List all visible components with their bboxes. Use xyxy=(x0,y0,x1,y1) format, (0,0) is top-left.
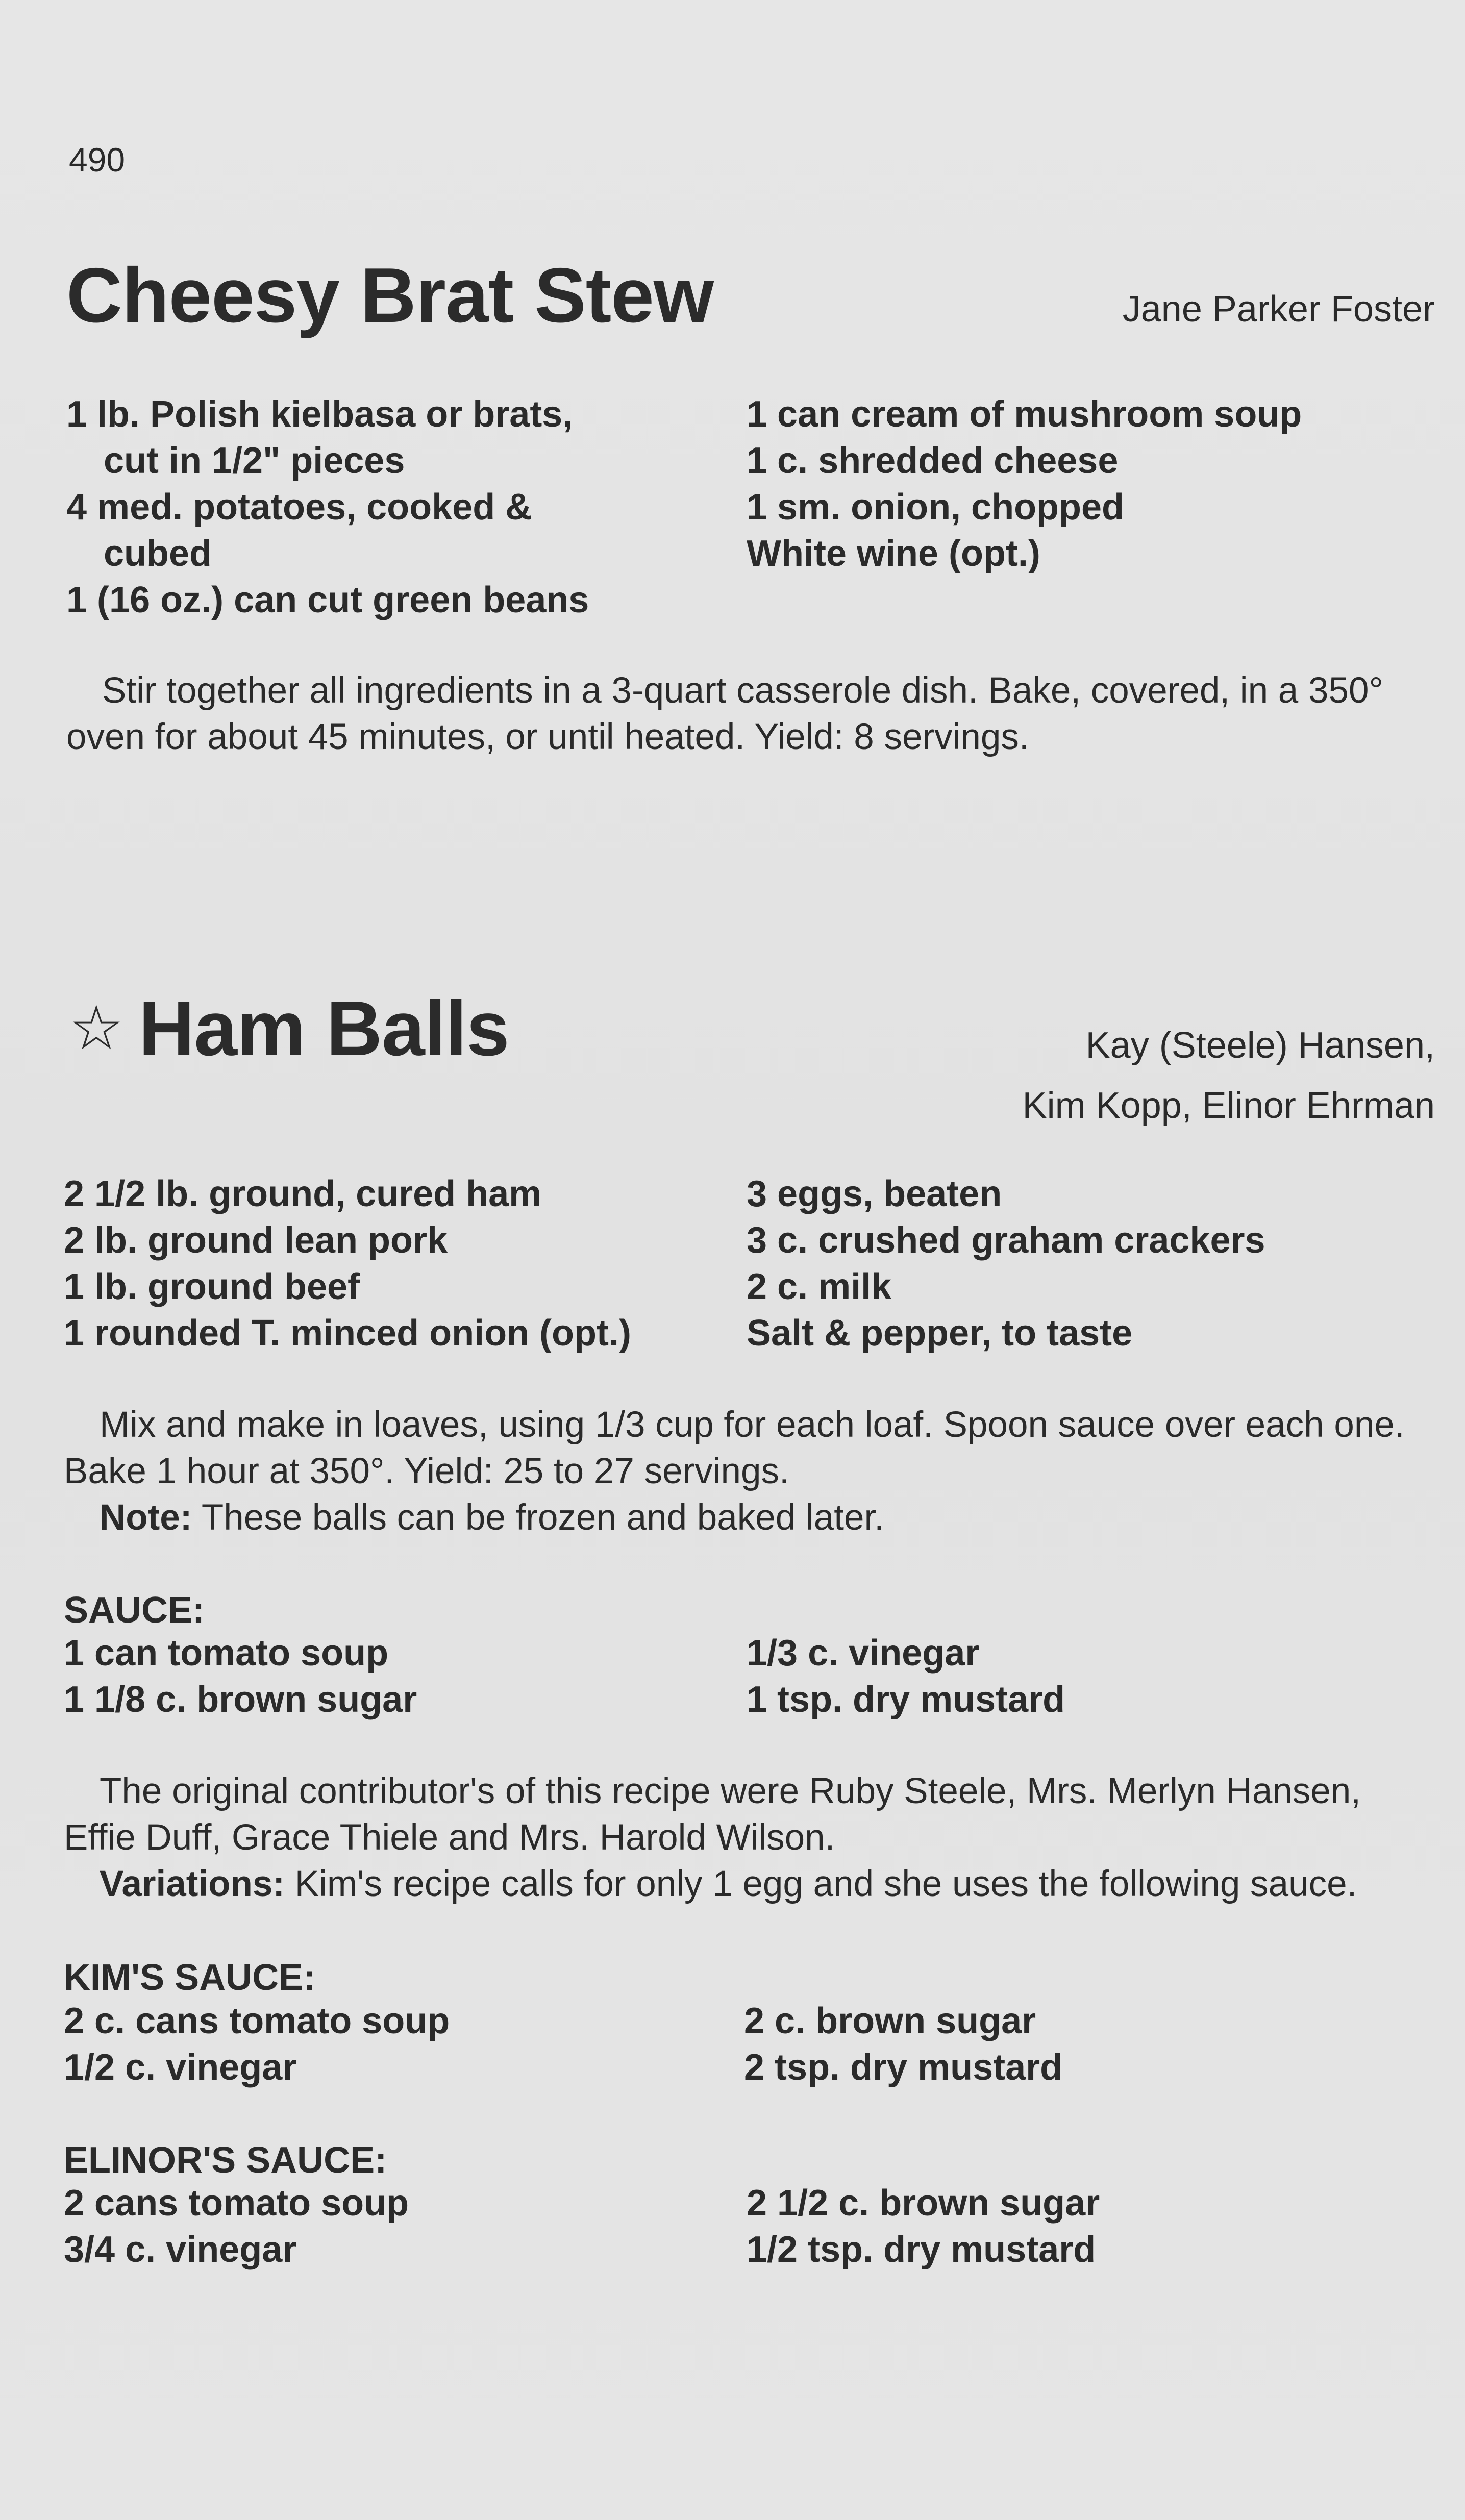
ingredient-line: 2 1/2 lb. ground, cured ham xyxy=(64,1174,542,1214)
recipe-directions xyxy=(64,1402,1436,1541)
recipe-title-cheesy-brat-stew: Cheesy Brat Stew xyxy=(66,252,714,339)
ingredient-line: Salt & pepper, to taste xyxy=(747,1313,1133,1354)
ingredient-line: 1 can tomato soup xyxy=(64,1633,389,1674)
ingredients-left-column xyxy=(64,1171,631,1357)
ingredient-line: cubed xyxy=(104,533,212,574)
elinors-sauce-label: ELINOR'S SAUCE: xyxy=(64,2140,387,2181)
star-icon: ☆ xyxy=(69,994,123,1062)
elinors-sauce-left-column xyxy=(64,2180,409,2273)
ingredient-line: White wine (opt.) xyxy=(747,533,1040,574)
ingredient-line: 2 c. brown sugar xyxy=(744,2001,1036,2041)
ingredient-line: 2 c. cans tomato soup xyxy=(64,2001,450,2041)
ingredient-line: 3 c. crushed graham crackers xyxy=(747,1220,1265,1261)
recipe-directions xyxy=(66,667,1439,760)
ingredient-line: 1 lb. Polish kielbasa or brats, xyxy=(66,394,573,435)
recipe-contributors xyxy=(1023,1015,1435,1136)
recipe-variations xyxy=(64,1861,1436,1907)
ingredient-line: 1 can cream of mushroom soup xyxy=(747,394,1302,435)
note-text: These balls can be frozen and baked later. xyxy=(192,1498,884,1538)
ingredient-line: 2 cans tomato soup xyxy=(64,2183,409,2224)
ingredient-line: 1 1/8 c. brown sugar xyxy=(64,1679,417,1720)
note-label: Note: xyxy=(100,1498,192,1538)
recipe-notes xyxy=(64,1768,1436,1907)
ingredient-line: 1/2 tsp. dry mustard xyxy=(747,2229,1096,2270)
directions-text: Mix and make in loaves, using 1/3 cup for each loaf. Spoon sauce over each one. Bake 1 hour at 350°. Yield: 25 to 27 servings. xyxy=(64,1405,1405,1491)
ingredient-line: 1/2 c. vinegar xyxy=(64,2047,297,2088)
variations-text: Kim's recipe calls for only 1 egg and she uses the following sauce. xyxy=(285,1864,1357,1904)
ingredient-line: 1 tsp. dry mustard xyxy=(747,1679,1065,1720)
ingredient-line: 1 lb. ground beef xyxy=(64,1266,360,1307)
ingredient-line: 3 eggs, beaten xyxy=(747,1174,1002,1214)
ingredient-line: 4 med. potatoes, cooked & xyxy=(66,487,532,528)
sauce-label: SAUCE: xyxy=(64,1590,205,1631)
ingredient-line: 1 c. shredded cheese xyxy=(747,440,1119,481)
ingredients-right-column xyxy=(747,391,1302,577)
ingredient-line: 3/4 c. vinegar xyxy=(64,2229,297,2270)
ingredient-line: cut in 1/2" pieces xyxy=(104,440,405,481)
ingredient-line: 2 lb. ground lean pork xyxy=(64,1220,448,1261)
directions-text: Stir together all ingredients in a 3-quart casserole dish. Bake, covered, in a 350° oven for about 45 minutes, or until heated. Yield: 8 servings. xyxy=(66,670,1383,757)
original-contributors-text: The original contributor's of this recipe were Ruby Steele, Mrs. Merlyn Hansen, Effie Duff, Grace Thiele and Mrs. Harold Wilson. xyxy=(64,1771,1361,1858)
contributor-line: Kim Kopp, Elinor Ehrman xyxy=(1022,1085,1435,1126)
sauce-right-column xyxy=(747,1630,1065,1723)
kims-sauce-right-column xyxy=(744,1998,1062,2091)
kims-sauce-label: KIM'S SAUCE: xyxy=(64,1957,316,1998)
recipe-title-ham-balls xyxy=(69,985,509,1072)
recipe-title-text: Ham Balls xyxy=(138,985,509,1072)
ingredient-line: 1 rounded T. minced onion (opt.) xyxy=(64,1313,631,1354)
sauce-left-column xyxy=(64,1630,417,1723)
recipe-contributor: Jane Parker Foster xyxy=(1122,289,1435,330)
ingredient-line: 2 c. milk xyxy=(747,1266,892,1307)
variations-label: Variations: xyxy=(100,1864,285,1904)
ingredient-line: 1/3 c. vinegar xyxy=(747,1633,980,1674)
ingredients-left-column xyxy=(66,391,589,623)
recipe-note xyxy=(64,1494,1436,1541)
kims-sauce-left-column xyxy=(64,1998,450,2091)
ingredients-right-column xyxy=(747,1171,1265,1357)
contributor-line: Kay (Steele) Hansen, xyxy=(1085,1025,1435,1066)
ingredient-line: 1 sm. onion, chopped xyxy=(747,487,1125,528)
elinors-sauce-right-column xyxy=(747,2180,1100,2273)
page-number: 490 xyxy=(69,141,126,179)
ingredient-line: 1 (16 oz.) can cut green beans xyxy=(66,580,589,620)
ingredient-line: 2 tsp. dry mustard xyxy=(744,2047,1063,2088)
ingredient-line: 2 1/2 c. brown sugar xyxy=(747,2183,1100,2224)
